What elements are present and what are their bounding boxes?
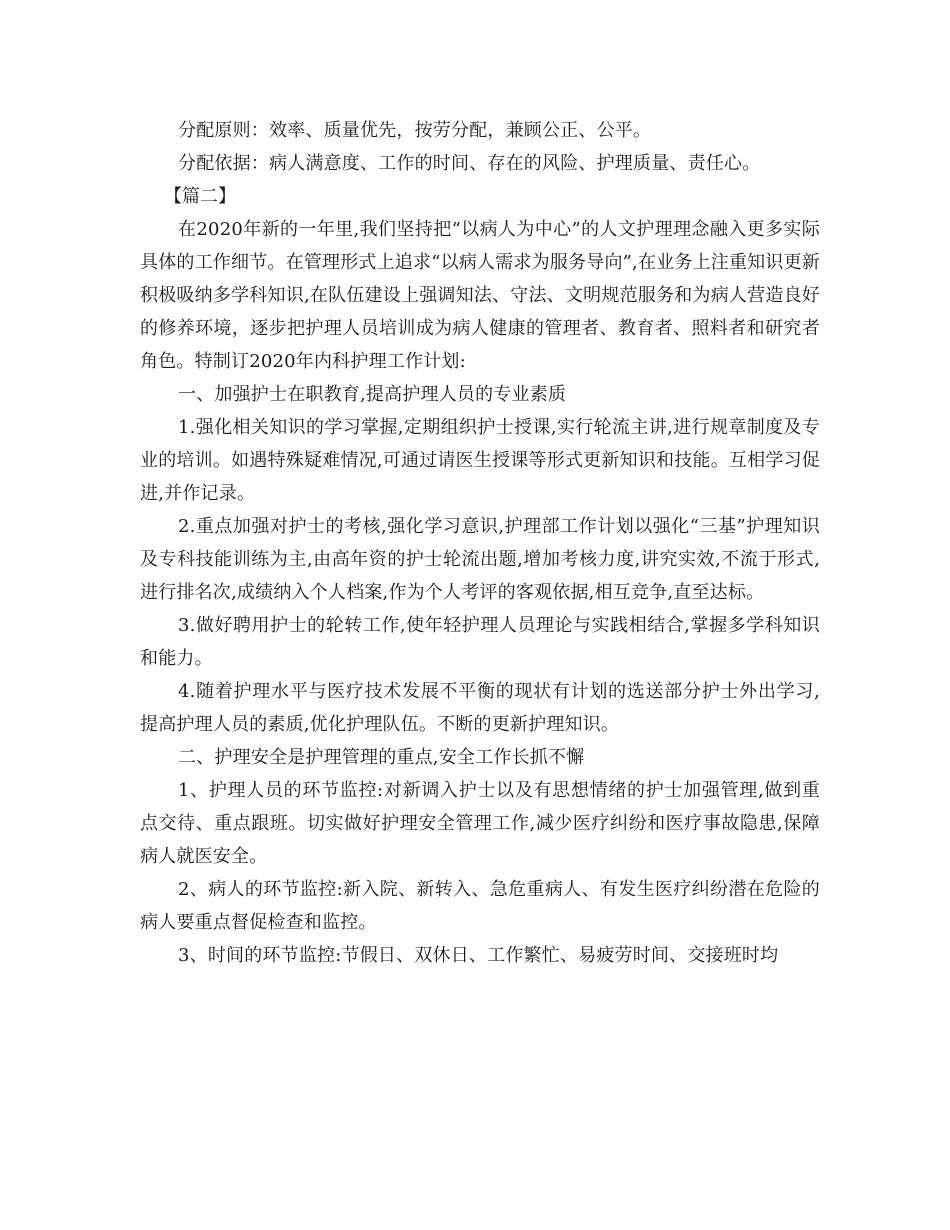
- paragraph-monitor-time: 3、时间的环节监控:节假日、双休日、工作繁忙、易疲劳时间、交接班时均: [178, 945, 779, 966]
- paragraph-allocation-principle: 分配原则：效率、质量优先，按劳分配，兼顾公正、公平。: [178, 120, 652, 141]
- paragraph-allocation-basis: 分配依据：病人满意度、工作的时间、存在的风险、护理质量、责任心。: [178, 153, 761, 174]
- paragraph-monitor-staff: 1、护理人员的环节监控:对新调入护士以及有思想情绪的护士加强管理,做到重点交待、重点跟班。切实做好护理安全管理工作,减少医疗纠纷和医疗事故隐患,保障病人就医安全。: [140, 780, 820, 867]
- section-heading-part-two: 【篇二】: [164, 186, 236, 207]
- paragraph-monitor-patients: 2、病人的环节监控:新入院、新转入、急危重病人、有发生医疗纠纷潜在危险的病人要重点督促检查和监控。: [140, 879, 820, 933]
- heading-section-one: 一、加强护士在职教育,提高护理人员的专业素质: [178, 384, 567, 405]
- paragraph-item-1: 1.强化相关知识的学习掌握,定期组织护士授课,实行轮流主讲,进行规章制度及专业的培训。如遇特殊疑难情况,可通过请医生授课等形式更新知识和技能。互相学习促进,并作记录。: [140, 417, 820, 504]
- paragraph-intro: 在2020年新的一年里,我们坚持把“以病人为中心”的人文护理理念融入更多实际具体的工作细节。在管理形式上追求“以病人需求为服务导向”,在业务上注重知识更新积极吸纳多学科知识,在队伍建设上强调知法、守法、文明规范服务和为病人营造良好的修养环境，逐步把护理人员培训成为病人健康的管理者、教育者、照料者和研究者角色。特制订2020年内科护理工作计划:: [140, 219, 820, 372]
- paragraph-item-3: 3.做好聘用护士的轮转工作,使年轻护理人员理论与实践相结合,掌握多学科知识和能力。: [140, 615, 820, 669]
- paragraph-item-4: 4.随着护理水平与医疗技术发展不平衡的现状有计划的选送部分护士外出学习,提高护理人员的素质,优化护理队伍。不断的更新护理知识。: [140, 681, 820, 735]
- heading-section-two: 二、护理安全是护理管理的重点,安全工作长抓不懈: [178, 747, 585, 768]
- paragraph-item-2: 2.重点加强对护士的考核,强化学习意识,护理部工作计划以强化“三基”护理知识及专科技能训练为主,由高年资的护士轮流出题,增加考核力度,讲究实效,不流于形式,进行排名次,成绩纳入个人档案,作为个人考评的客观依据,相互竞争,直至达标。: [140, 516, 820, 603]
- document-body: [140, 114, 820, 972]
